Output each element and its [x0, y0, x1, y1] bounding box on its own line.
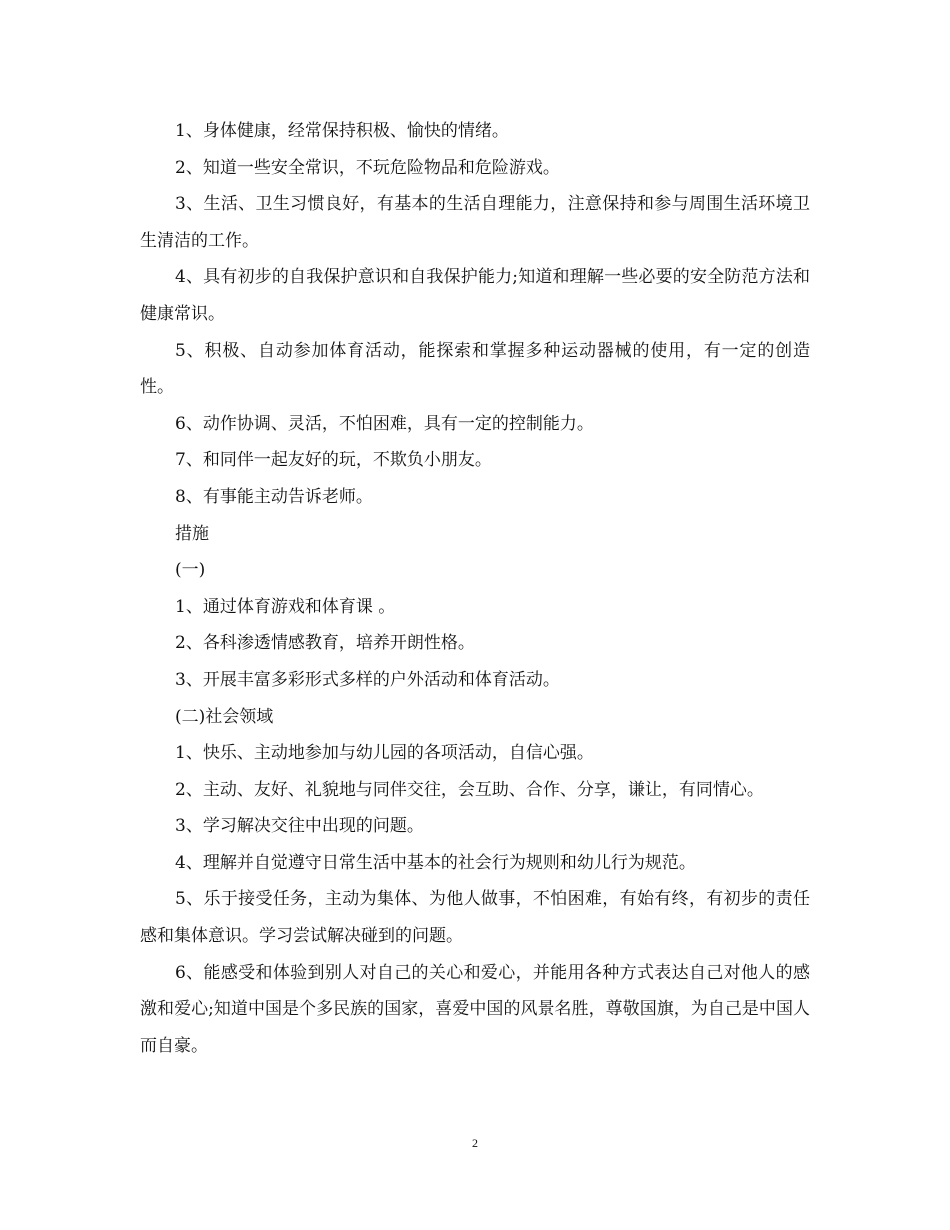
paragraph: 2、各科渗透情感教育，培养开朗性格。 [175, 633, 475, 654]
paragraph: 3、生活、卫生习惯良好，有基本的生活自理能力，注意保持和参与周围生活环境卫生清洁的工作。 [140, 194, 810, 251]
paragraph: 3、学习解决交往中出现的问题。 [175, 816, 424, 837]
paragraph: 1、身体健康，经常保持积极、愉快的情绪。 [175, 121, 509, 141]
page-number: 2 [472, 1136, 478, 1150]
paragraph: 2、知道一些安全常识，不玩危险物品和危险游戏。 [175, 157, 560, 178]
document-body [140, 113, 810, 1064]
paragraph: 7、和同伴一起友好的玩，不欺负小朋友。 [175, 450, 492, 471]
paragraph: 4、理解并自觉遵守日常生活中基本的社会行为规则和幼儿行为规范。 [175, 852, 696, 873]
paragraph: 5、乐于接受任务，主动为集体、为他人做事，不怕困难，有始有终，有初步的责任感和集体意识。学习尝试解决碰到的问题。 [140, 889, 810, 947]
subsection-heading-social: (二)社会领域 [175, 706, 274, 727]
paragraph: 8、有事能主动告诉老师。 [175, 486, 373, 507]
paragraph: 1、快乐、主动地参加与幼儿园的各项活动，自信心强。 [175, 743, 594, 764]
paragraph: 5、积极、自动参加体育活动，能探索和掌握多种运动器械的使用，有一定的创造性。 [140, 340, 810, 398]
section-heading-measures: 措施 [175, 523, 209, 544]
paragraph: 1、通过体育游戏和体育课 。 [175, 596, 396, 617]
paragraph: 6、动作协调、灵活，不怕困难，具有一定的控制能力。 [175, 413, 594, 434]
subsection-heading: (一) [175, 560, 206, 581]
paragraph: 3、开展丰富多彩形式多样的户外活动和体育活动。 [175, 669, 560, 690]
paragraph: 2、主动、友好、礼貌地与同伴交往，会互助、合作、分享，谦让，有同情心。 [175, 779, 764, 800]
paragraph: 4、具有初步的自我保护意识和自我保护能力;知道和理解一些必要的安全防范方法和健康常识。 [140, 267, 810, 324]
paragraph: 6、能感受和体验到别人对自己的关心和爱心，并能用各种方式表达自己对他人的感激和爱心;知道中国是个多民族的国家，喜爱中国的风景名胜，尊敬国旗，为自己是中国人而自豪。 [140, 962, 810, 1056]
